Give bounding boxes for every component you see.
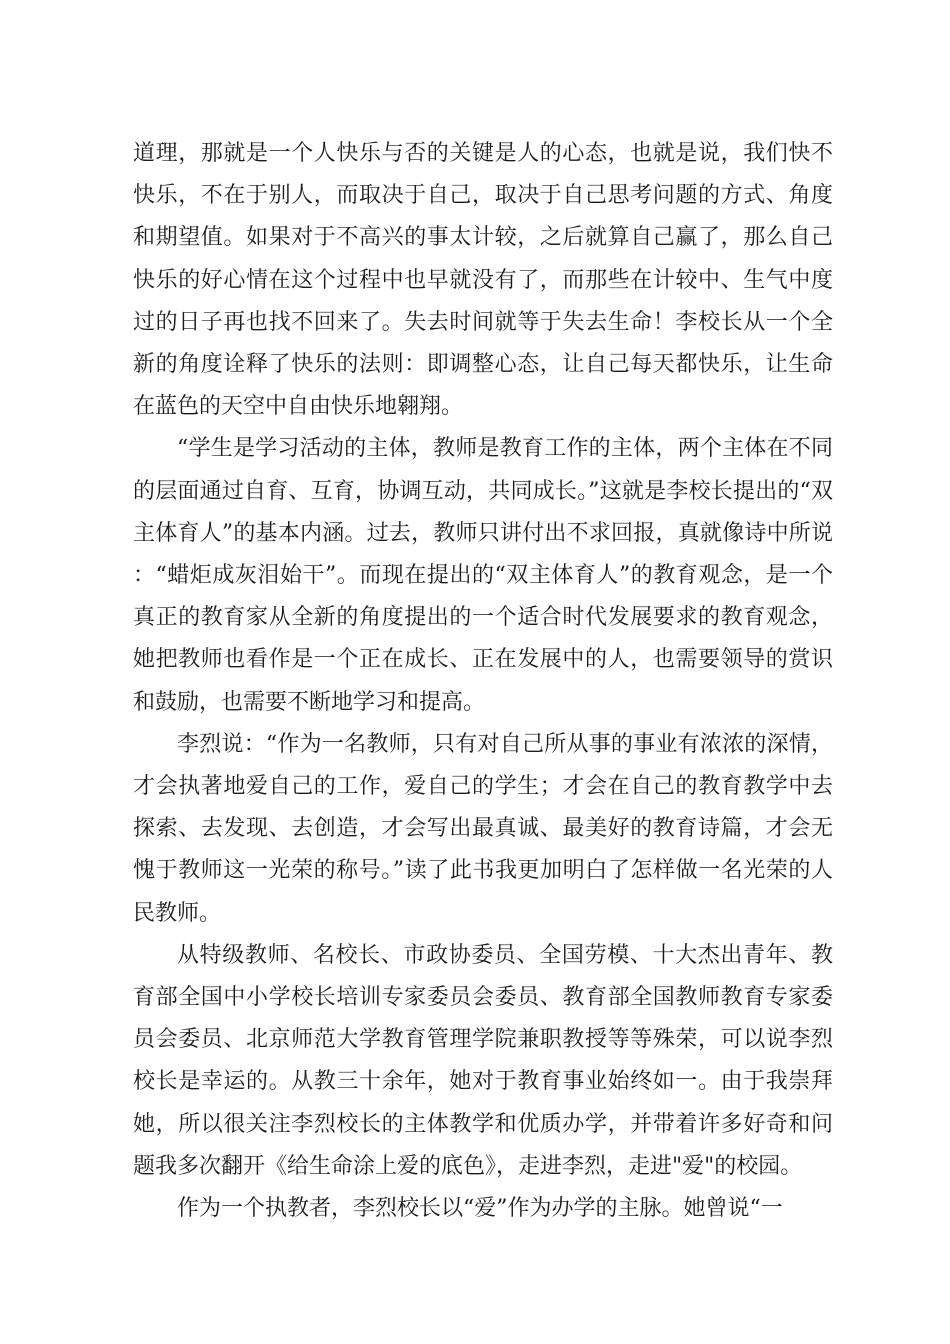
paragraph-3: 李烈说：“作为一名教师，只有对自己所从事的事业有浓浓的深情，才会执著地爱自己的工作，爱自己的学生；才会在自己的教育教学中去探索、去发现、去创造，才会写出最真诚、最美好的教育诗篇，才会无愧于教师这一光荣的称号。”读了此书我更加明白了怎样做一名光荣的人民教师。 (133, 731, 833, 926)
paragraph-5: 作为一个执教者，李烈校长以“爱”作为办学的主脉。她曾说“一 (177, 1196, 783, 1222)
paragraph-2: “学生是学习活动的主体，教师是教育工作的主体，两个主体在不同的层面通过自育、互育，协调互动，共同成长。”这就是李校长提出的“双主体育人”的基本内涵。过去，教师只讲付出不求回报，真就像诗中所说：“蜡炬成灰泪始干”。而现在提出的“双主体育人”的教育观念，是一个真正的教育家从全新的角度提出的一个适合时代发展要求的教育观念，她把教师也看作是一个正在成长、正在发展中的人，也需要领导的赏识和鼓励，也需要不断地学习和提高。 (133, 436, 833, 715)
paragraph-1: 道理，那就是一个人快乐与否的关键是人的心态，也就是说，我们快不快乐，不在于别人，而取决于自己，取决于自己思考问题的方式、角度和期望值。如果对于不高兴的事太计较，之后就算自己赢了，那么自己快乐的好心情在这个过程中也早就没有了，而那些在计较中、生气中度过的日子再也找不回来了。失去时间就等于失去生命！李校长从一个全新的角度诠释了快乐的法则：即调整心态，让自己每天都快乐，让生命在蓝色的天空中自由快乐地翱翔。 (133, 141, 833, 420)
document-body (133, 133, 833, 1230)
paragraph-4: 从特级教师、名校长、市政协委员、全国劳模、十大杰出青年、教育部全国中小学校长培训专家委员会委员、教育部全国教师教育专家委员会委员、北京师范大学教育管理学院兼职教授等等殊荣，可以说李烈校长是幸运的。从教三十余年，她对于教育事业始终如一。由于我崇拜她，所以很关注李烈校长的主体教学和优质办学，并带着许多好奇和问题我多次翻开《给生命涂上爱的底色》，走进李烈，走进"爱"的校园。 (133, 942, 833, 1179)
